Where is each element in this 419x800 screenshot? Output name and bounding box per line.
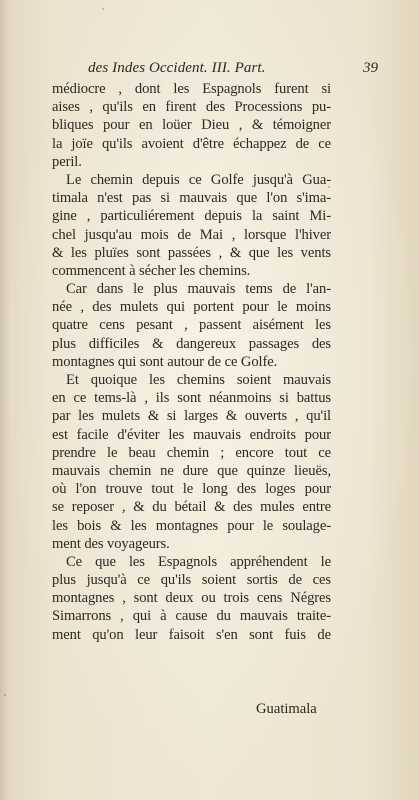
text-line: quatre cens pesant , passent aisément les (52, 317, 331, 334)
text-line: ment qu'on leur faisoit s'en sont fuis de (52, 626, 331, 643)
text-line: bliques pour en loüer Dieu , & témoigner (52, 117, 331, 134)
text-line: Simarrons , qui à cause du mauvais traite- (52, 608, 331, 625)
text-line: montagnes , sont deux ou trois cens Négres (52, 590, 331, 607)
text-line: se reposer , & du bétail & des mules entre (52, 499, 331, 516)
paper-speck (328, 186, 330, 188)
body-text (52, 80, 331, 644)
text-line: peril. (52, 153, 82, 170)
text-line: en ce tems-là , ils sont néanmoins si battus (52, 390, 331, 407)
running-title: des Indes Occident. III. Part. (88, 60, 266, 76)
text-line: Ce que les Espagnols appréhendent le (66, 553, 331, 570)
text-line: plus difficiles & dangereux passages des (52, 335, 331, 352)
text-line: Et quoique les chemins soient mauvais (66, 372, 331, 388)
text-line: née , des mulets qui portent pour le moins (52, 299, 331, 316)
text-line: médiocre , dont les Espagnols furent si (52, 81, 331, 97)
text-line: & les pluïes sont passées , & que les vents (52, 244, 331, 261)
page-header (88, 58, 378, 78)
catchword: Guatimala (256, 701, 317, 717)
text-line: par les mulets & si larges & ouverts , qu'il (52, 408, 331, 425)
text-line: montagnes qui sont autour de ce Golfe. (52, 353, 278, 370)
text-line: prendre le beau chemin ; encore tout ce (52, 444, 331, 461)
page-shading (0, 0, 10, 800)
text-line: Car dans le plus mauvais tems de l'an- (66, 281, 331, 298)
text-line: les bois & les montagnes pour le soulage- (52, 517, 331, 534)
text-line: timala n'est pas si mauvais que l'on s'ima- (52, 190, 331, 207)
text-line: la joïe qu'ils avoient d'être échappez de ce (52, 135, 331, 152)
text-line: chel jusqu'au mois de Mai , lorsque l'hiver (52, 226, 331, 243)
text-line: mauvais chemin ne dure que quinze lieuës, (52, 462, 331, 479)
text-line: gine , particuliérement depuis la saint Mi- (52, 208, 331, 225)
text-line: où l'on trouve tout le long des loges pour (52, 481, 331, 498)
text-line: Le chemin depuis ce Golfe jusqu'à Gua- (66, 171, 331, 188)
paper-speck (102, 8, 104, 10)
text-line: commencent à sécher les chemins. (52, 262, 251, 279)
paper-speck (4, 694, 6, 696)
page-number: 39 (363, 60, 378, 76)
text-line: plus jusqu'à ce qu'ils soient sortis de ces (52, 572, 331, 589)
text-line: aises , qu'ils en firent des Processions pu- (52, 99, 331, 116)
text-line: est facile d'éviter les mauvais endroits pour (52, 426, 331, 443)
text-line: ment des voyageurs. (52, 535, 170, 552)
